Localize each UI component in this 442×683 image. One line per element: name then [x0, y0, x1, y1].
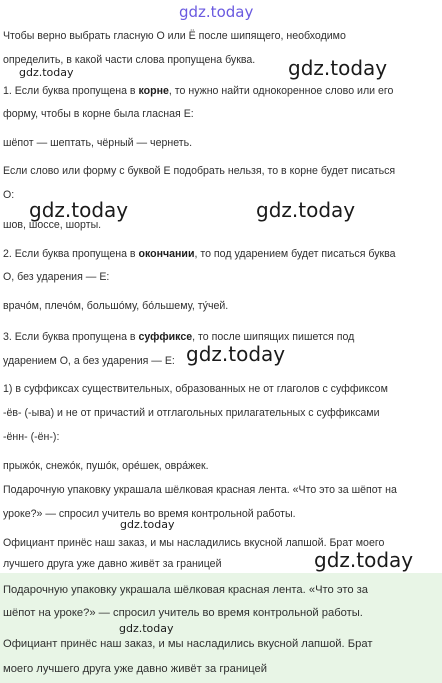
rule-1-line-2: форму, чтобы в корне была гласная Е:	[3, 108, 194, 120]
answer-line-4: моего лучшего друга уже давно живёт за границей	[3, 663, 268, 675]
rule-3a-example: прыжо́к, снежо́к, пушо́к, оре́шек, овра́жек.	[3, 460, 209, 472]
sentence-2-line-2: лучшего друга уже давно живёт за границей	[3, 558, 222, 570]
answer-line-1: Подарочную упаковку украшала шёлковая красная лента. «Что это за	[3, 584, 369, 596]
rule-1-example: шёпот — шептать, чёрный — чернеть.	[3, 137, 193, 149]
rule-3a-line-2: -ёв- (-ыва) и не от причастий и отглагольных прилагательных с суффиксами	[3, 407, 380, 419]
rule-3-line-2: ударением О, а без ударения — Е:	[3, 355, 175, 367]
sentence-1-line-1: Подарочную упаковку украшала шёлковая красная лента. «Что это за шёпот на	[3, 484, 397, 496]
rule-2-example: врачо́м, плечо́м, большо́му, бо́льшему, ту́чей.	[3, 300, 229, 312]
answer-box	[0, 573, 442, 683]
rule-3a-line-1: 1) в суффиксах существительных, образованных не от глаголов с суффиксом	[3, 383, 388, 395]
rule-1b-line-2: О:	[3, 189, 15, 201]
rule-1b-example: шов, шоссе, шорты.	[3, 219, 102, 231]
rule-1-line-1: 1. Если буква пропущена в корне, то нужно найти однокоренное слово или его	[3, 85, 394, 97]
answer-line-3: Официант принёс наш заказ, и мы насладились вкусной лапшой. Брат	[3, 638, 373, 650]
watermark: gdz.today	[29, 198, 129, 222]
term-suffix: суффиксе	[138, 331, 193, 343]
watermark: gdz.today	[19, 66, 74, 79]
watermark: gdz.today	[256, 198, 356, 222]
intro-line-1: Чтобы верно выбрать гласную О или Ё после шипящего, необходимо	[3, 30, 346, 42]
sentence-1-line-2: уроке?» — спросил учитель во время контрольной работы.	[3, 508, 296, 520]
sentence-2-line-1: Официант принёс наш заказ, и мы насладились вкусной лапшой. Брат моего	[3, 537, 385, 549]
watermark: gdz.today	[186, 342, 286, 366]
rule-2-line-1: 2. Если буква пропущена в окончании, то под ударением будет писаться буква	[3, 248, 396, 260]
watermark: gdz.today	[288, 56, 388, 80]
watermark: gdz.today	[119, 622, 174, 635]
intro-line-2: определить, в какой части слова пропущена буква.	[3, 54, 256, 66]
answer-line-2: шёпот на уроке?» — спросил учитель во время контрольной работы.	[3, 607, 363, 619]
watermark: gdz.today	[314, 548, 414, 572]
watermark-top: gdz.today	[179, 3, 254, 21]
watermark: gdz.today	[120, 518, 175, 531]
rule-3-line-1: 3. Если буква пропущена в суффиксе, то после шипящих пишется под	[3, 331, 355, 343]
rule-1b-line-1: Если слово или форму с буквой Е подобрать нельзя, то в корне будет писаться	[3, 165, 396, 177]
rule-2-line-2: О, без ударения — Е:	[3, 271, 110, 283]
rule-3a-line-3: -ённ- (-ён-):	[3, 431, 60, 443]
term-root: корне	[138, 85, 169, 97]
term-ending: окончании	[138, 248, 195, 260]
